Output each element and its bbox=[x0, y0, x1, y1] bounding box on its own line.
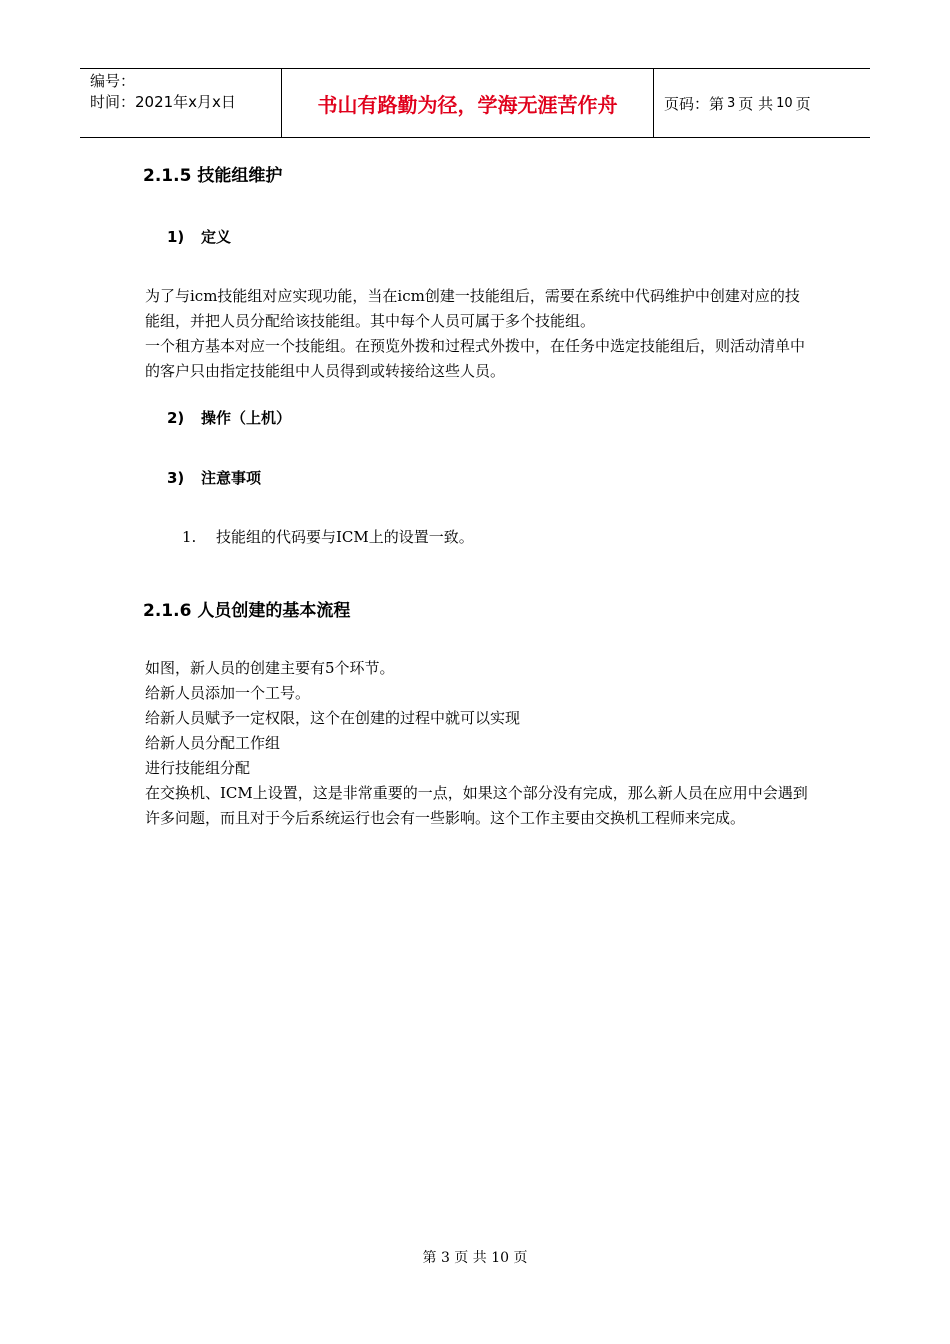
list-item-number: 1. bbox=[182, 528, 197, 546]
page-suffix: 页 bbox=[795, 94, 811, 113]
list-item bbox=[182, 526, 474, 547]
section-heading-2-1-6: 2.1.6 人员创建的基本流程 bbox=[143, 601, 351, 621]
subheading-notes bbox=[167, 467, 261, 488]
list-item-text: 技能组的代码要与ICM上的设置一致。 bbox=[216, 528, 474, 546]
subheading-number: 2) bbox=[167, 409, 185, 427]
header-page-number bbox=[654, 69, 870, 137]
page-total: 10 bbox=[776, 95, 793, 111]
paragraph: 给新人员赋予一定权限，这个在创建的过程中就可以实现 bbox=[145, 709, 521, 727]
paragraph: 为了与icm技能组对应实现功能，当在icm创建一技能组后，需要在系统中代码维护中创建对应的技能组，并把人员分配给该技能组。其中每个人员可属于多个技能组。 bbox=[145, 287, 800, 330]
serial-label: 编号： bbox=[90, 72, 136, 90]
page-prefix: 页码：第 bbox=[664, 94, 725, 113]
page-current: 3 bbox=[727, 95, 736, 111]
paragraph: 在交换机、ICM上设置，这是非常重要的一点，如果这个部分没有完成，那么新人员在应用中会遇到许多问题，而且对于今后系统运行也会有一些影响。这个工作主要由交换机工程师来完成。 bbox=[145, 784, 808, 827]
page-footer: 第 3 页 共 10 页 bbox=[422, 1250, 528, 1266]
page-header bbox=[80, 68, 870, 138]
process-text bbox=[145, 656, 810, 831]
page-mid: 页 共 bbox=[738, 94, 774, 113]
subheading-title: 操作（上机） bbox=[201, 409, 292, 427]
paragraph: 如图，新人员的创建主要有5个环节。 bbox=[145, 659, 395, 677]
subheading-operation bbox=[167, 407, 291, 428]
header-motto: 书山有路勤为径，学海无涯苦作舟 bbox=[282, 69, 654, 137]
subheading-title: 注意事项 bbox=[201, 469, 262, 487]
time-label: 时间：2021年x月x日 bbox=[90, 93, 236, 111]
subheading-number: 3) bbox=[167, 469, 185, 487]
header-meta bbox=[80, 69, 282, 137]
section-heading-2-1-5: 2.1.5 技能组维护 bbox=[143, 166, 283, 186]
subheading-number: 1) bbox=[167, 228, 185, 246]
subheading-definition bbox=[167, 226, 231, 247]
paragraph: 给新人员添加一个工号。 bbox=[145, 684, 311, 702]
paragraph: 给新人员分配工作组 bbox=[145, 734, 281, 752]
definition-text bbox=[145, 284, 810, 384]
paragraph: 进行技能组分配 bbox=[145, 759, 251, 777]
subheading-title: 定义 bbox=[201, 228, 232, 246]
paragraph: 一个租方基本对应一个技能组。在预览外拨和过程式外拨中，在任务中选定技能组后，则活动清单中的客户只由指定技能组中人员得到或转接给这些人员。 bbox=[145, 337, 806, 380]
